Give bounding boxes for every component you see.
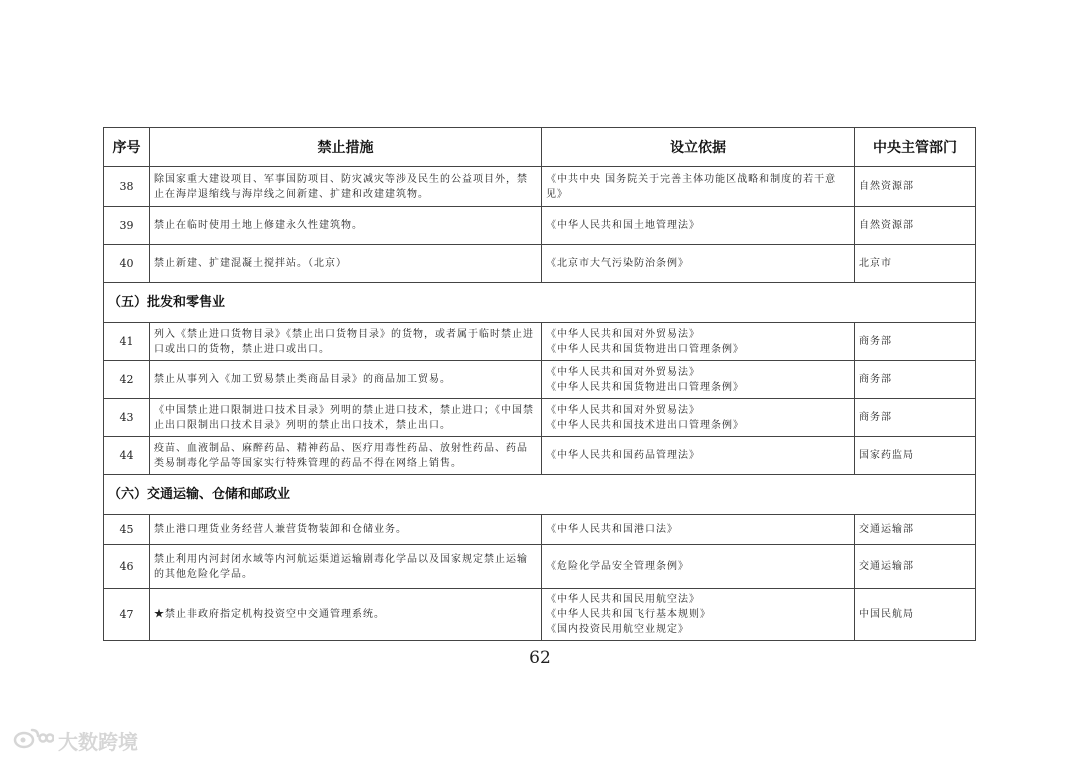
row-measure: 除国家重大建设项目、军事国防项目、防灾减灾等涉及民生的公益项目外，禁止在海岸退缩线与海岸线之间新建、扩建和改建建筑物。 xyxy=(150,167,542,207)
row-measure: ★禁止非政府指定机构投资空中交通管理系统。 xyxy=(150,589,542,641)
table-row xyxy=(104,361,976,399)
row-measure: 禁止利用内河封闭水域等内河航运渠道运输剧毒化学品以及国家规定禁止运输的其他危险化学品。 xyxy=(150,545,542,589)
header-no: 序号 xyxy=(104,128,150,167)
row-no: 45 xyxy=(104,515,150,545)
basis-line: 《中华人民共和国药品管理法》 xyxy=(546,450,700,461)
row-measure: 禁止新建、扩建混凝土搅拌站。（北京） xyxy=(150,245,542,283)
basis-line: 《中华人民共和国港口法》 xyxy=(546,524,678,535)
weibo-icon xyxy=(12,726,54,755)
basis-line: 《中华人民共和国技术进出口管理条例》 xyxy=(546,419,744,431)
row-basis xyxy=(542,437,855,475)
header-basis: 设立依据 xyxy=(542,128,855,167)
section-row xyxy=(104,283,976,323)
row-basis xyxy=(542,399,855,437)
row-dept: 商务部 xyxy=(855,399,976,437)
row-measure: 《中国禁止进口限制进口技术目录》列明的禁止进口技术，禁止进口；《中国禁止出口限制出口技术目录》列明的禁止出口技术，禁止出口。 xyxy=(150,399,542,437)
basis-line: 《中华人民共和国民用航空法》 xyxy=(546,594,700,605)
watermark xyxy=(12,726,138,755)
table-row xyxy=(104,515,976,545)
header-measure: 禁止措施 xyxy=(150,128,542,167)
table-row xyxy=(104,207,976,245)
row-basis xyxy=(542,589,855,641)
watermark-text: 大数跨境 xyxy=(58,730,138,754)
basis-line: 《中华人民共和国对外贸易法》 xyxy=(546,404,700,416)
basis-line: 《中华人民共和国土地管理法》 xyxy=(546,220,700,231)
prohibition-table xyxy=(103,127,976,641)
basis-line: 《中华人民共和国货物进出口管理条例》 xyxy=(546,381,744,393)
row-no: 39 xyxy=(104,207,150,245)
basis-line: 《中华人民共和国对外贸易法》 xyxy=(546,366,700,378)
row-measure: 疫苗、血液制品、麻醉药品、精神药品、医疗用毒性药品、放射性药品、药品类易制毒化学品等国家实行特殊管理的药品不得在网络上销售。 xyxy=(150,437,542,475)
row-dept: 交通运输部 xyxy=(855,545,976,589)
row-basis xyxy=(542,323,855,361)
row-dept: 交通运输部 xyxy=(855,515,976,545)
row-measure: 禁止在临时使用土地上修建永久性建筑物。 xyxy=(150,207,542,245)
row-measure: 列入《禁止进口货物目录》《禁止出口货物目录》的货物，或者属于临时禁止进口或出口的货物，禁止进口或出口。 xyxy=(150,323,542,361)
basis-line: 《国内投资民用航空业规定》 xyxy=(546,624,689,635)
row-measure: 禁止港口理货业务经营人兼营货物装卸和仓储业务。 xyxy=(150,515,542,545)
table-row xyxy=(104,245,976,283)
row-dept: 商务部 xyxy=(855,323,976,361)
row-dept: 中国民航局 xyxy=(855,589,976,641)
row-basis xyxy=(542,545,855,589)
table-row xyxy=(104,589,976,641)
section-title: （五）批发和零售业 xyxy=(104,283,976,323)
row-basis xyxy=(542,167,855,207)
row-no: 42 xyxy=(104,361,150,399)
section-row xyxy=(104,475,976,515)
row-no: 43 xyxy=(104,399,150,437)
row-dept: 自然资源部 xyxy=(855,167,976,207)
table-header-row xyxy=(104,128,976,167)
table-row xyxy=(104,323,976,361)
row-no: 46 xyxy=(104,545,150,589)
table-row xyxy=(104,437,976,475)
header-dept: 中央主管部门 xyxy=(855,128,976,167)
row-no: 47 xyxy=(104,589,150,641)
basis-line: 《中华人民共和国对外贸易法》 xyxy=(546,328,700,340)
row-no: 40 xyxy=(104,245,150,283)
table-row xyxy=(104,545,976,589)
row-basis xyxy=(542,245,855,283)
row-basis xyxy=(542,515,855,545)
table-row xyxy=(104,167,976,207)
basis-line: 《北京市大气污染防治条例》 xyxy=(546,258,689,269)
page-number: 62 xyxy=(529,648,551,668)
row-dept: 北京市 xyxy=(855,245,976,283)
row-no: 41 xyxy=(104,323,150,361)
row-dept: 国家药监局 xyxy=(855,437,976,475)
row-measure: 禁止从事列入《加工贸易禁止类商品目录》的商品加工贸易。 xyxy=(150,361,542,399)
row-dept: 商务部 xyxy=(855,361,976,399)
basis-line: 《中华人民共和国货物进出口管理条例》 xyxy=(546,343,744,355)
table-row xyxy=(104,399,976,437)
section-title: （六）交通运输、仓储和邮政业 xyxy=(104,475,976,515)
basis-line: 《中共中央 国务院关于完善主体功能区战略和制度的若干意见》 xyxy=(546,173,837,200)
row-dept: 自然资源部 xyxy=(855,207,976,245)
basis-line: 《中华人民共和国飞行基本规则》 xyxy=(546,609,711,620)
row-basis xyxy=(542,207,855,245)
row-no: 38 xyxy=(104,167,150,207)
row-basis xyxy=(542,361,855,399)
basis-line: 《危险化学品安全管理条例》 xyxy=(546,561,689,572)
row-no: 44 xyxy=(104,437,150,475)
